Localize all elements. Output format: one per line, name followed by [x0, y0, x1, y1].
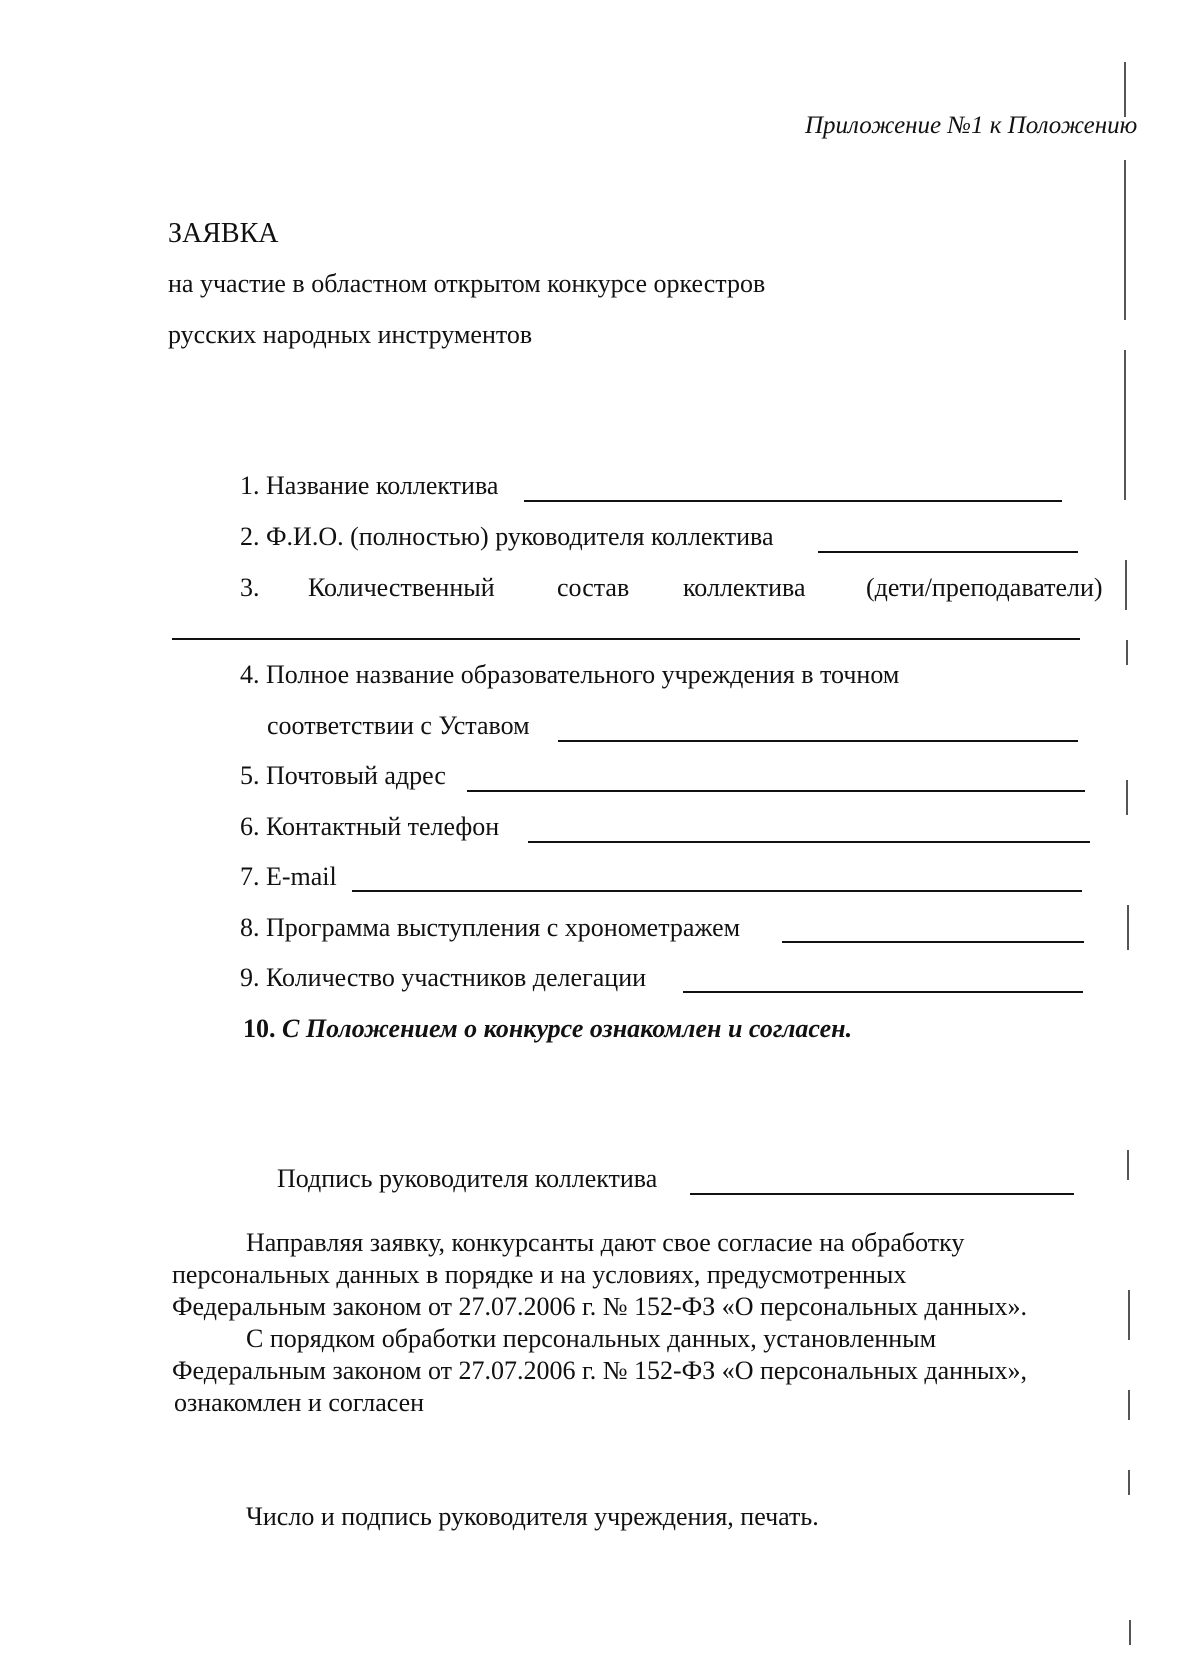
- scan-edge-line: [1126, 640, 1128, 665]
- consent-text: Направляя заявку, конкурсанты дают свое согласие на обработку: [246, 1228, 965, 1257]
- item-composition-number: 3.: [240, 573, 260, 602]
- consent-text: Федеральным законом от 27.07.2006 г. № 152-ФЗ «О персональных данных»,: [172, 1356, 1027, 1385]
- page-title: ЗАЯВКА: [168, 218, 279, 249]
- appendix-label: Приложение №1 к Положению: [805, 112, 1138, 139]
- scan-edge-line: [1129, 1620, 1131, 1645]
- item-collective-name-label: 1. Название коллектива: [240, 471, 499, 500]
- scan-edge-line: [1128, 1390, 1130, 1420]
- collective-name-field[interactable]: [524, 500, 1062, 502]
- scan-edge-line: [1128, 1290, 1130, 1340]
- institution-signature-label: Число и подпись руководителя учреждения, печать.: [246, 1502, 819, 1531]
- item-composition-word: состав: [557, 573, 630, 602]
- scan-edge-line: [1127, 905, 1129, 950]
- item-agreement-number: 10.: [243, 1014, 276, 1043]
- consent-text: ознакомлен и согласен: [174, 1388, 425, 1417]
- leader-name-field[interactable]: [818, 551, 1078, 553]
- scan-edge-line: [1127, 1150, 1129, 1180]
- item-delegation-label: 9. Количество участников делегации: [240, 963, 647, 992]
- composition-field[interactable]: [172, 638, 1080, 640]
- leader-signature-field[interactable]: [690, 1193, 1074, 1195]
- item-institution-label: 4. Полное название образовательного учреждения в точном: [240, 660, 900, 689]
- email-field[interactable]: [352, 890, 1082, 892]
- phone-field[interactable]: [528, 841, 1090, 843]
- scan-edge-line: [1128, 1470, 1130, 1495]
- institution-field[interactable]: [558, 740, 1078, 742]
- item-agreement: [243, 1014, 852, 1044]
- item-postal-address-label: 5. Почтовый адрес: [240, 761, 446, 790]
- program-field[interactable]: [782, 941, 1084, 943]
- delegation-field[interactable]: [683, 991, 1083, 993]
- scan-edge-line: [1124, 62, 1126, 117]
- scan-edge-line: [1126, 780, 1128, 815]
- item-email-label: 7. E-mail: [240, 862, 337, 891]
- item-agreement-text: С Положением о конкурсе ознакомлен и согласен.: [282, 1014, 853, 1043]
- item-composition-word: (дети/преподаватели): [866, 573, 1103, 602]
- leader-signature-label: Подпись руководителя коллектива: [277, 1164, 658, 1193]
- consent-text: Федеральным законом от 27.07.2006 г. № 152-ФЗ «О персональных данных».: [172, 1292, 1027, 1321]
- item-phone-label: 6. Контактный телефон: [240, 812, 500, 841]
- item-leader-name-label: 2. Ф.И.О. (полностью) руководителя коллектива: [240, 522, 774, 551]
- consent-text: персональных данных в порядке и на условиях, предусмотренных: [172, 1260, 907, 1289]
- item-composition-word: коллектива: [683, 573, 806, 602]
- scan-edge-line: [1124, 350, 1126, 500]
- consent-text: С порядком обработки персональных данных, установленным: [246, 1324, 937, 1353]
- scan-edge-line: [1124, 160, 1126, 320]
- page-subtitle: на участие в областном открытом конкурсе оркестров: [168, 269, 766, 298]
- item-institution-label-cont: соответствии с Уставом: [267, 711, 530, 740]
- postal-address-field[interactable]: [467, 790, 1085, 792]
- item-program-label: 8. Программа выступления с хронометражем: [240, 913, 741, 942]
- item-composition-word: Количественный: [308, 573, 495, 602]
- scan-edge-line: [1125, 560, 1127, 610]
- page-subtitle: русских народных инструментов: [168, 320, 533, 349]
